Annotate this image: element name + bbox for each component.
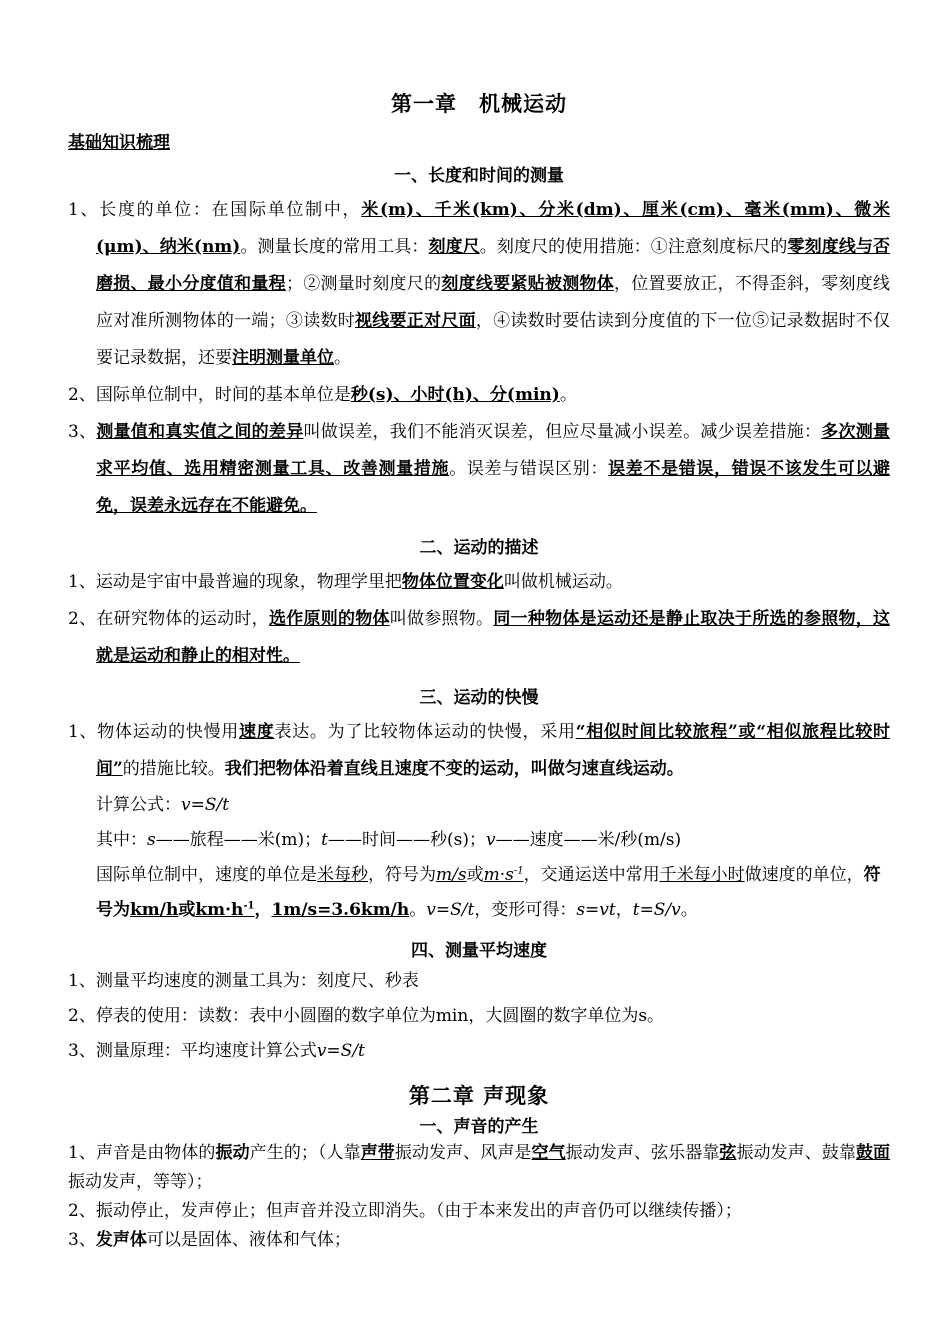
- s2-paragraph-2: [68, 601, 890, 675]
- s4-paragraph-2: 2、停表的使用：读数：表中小圆圈的数字单位为min，大圆圈的数字单位为s。: [68, 1006, 665, 1026]
- emphasis: 弦: [719, 1143, 737, 1163]
- text: 。刻度尺的使用措施：①注意刻度标尺的: [479, 237, 788, 257]
- text: 。测量长度的常用工具：: [240, 237, 429, 257]
- text: 做速度的单位，: [744, 865, 864, 885]
- text: ，④读数时要估读到分度值的下一位⑤记录数据时不仅要记录数据，还要: [96, 311, 891, 368]
- text: 。误差与错误区别：: [449, 459, 609, 479]
- speed-formula: [68, 788, 890, 823]
- text: ——时间——秒(s)；: [327, 830, 486, 850]
- var-t: t: [321, 830, 328, 850]
- emphasis: 多次测量求平均值、选用精密测量工具、改善测量措施: [96, 422, 891, 479]
- superscript: -1: [513, 865, 524, 877]
- s3-paragraph-1: [68, 714, 890, 788]
- text: 2、在研究物体的运动时，: [68, 609, 269, 629]
- s1-paragraph-1: [68, 192, 890, 377]
- ch2-paragraph-3: [68, 1226, 890, 1255]
- emphasis: 刻度尺: [428, 237, 480, 257]
- text: 3、: [68, 422, 97, 442]
- text: 1、物体运动的快慢用: [68, 722, 240, 742]
- overview-heading: 基础知识梳理: [68, 133, 170, 153]
- text: 1、声音是由物体的: [68, 1143, 216, 1163]
- text: 1、长度的单位：在国际单位制中，: [68, 200, 362, 220]
- formula: v=S/t: [181, 795, 230, 815]
- underlined: 米每秒: [317, 865, 368, 885]
- bold-text: 或: [178, 900, 196, 920]
- bold-text: 发声体: [95, 1230, 147, 1250]
- text: ；②测量时刻度尺的: [285, 274, 442, 294]
- ch2-paragraph-1: [68, 1139, 890, 1197]
- emphasis: 视线要正对尺面: [355, 311, 476, 331]
- section-4-title: 四、测量平均速度: [411, 941, 547, 961]
- emphasis: 测量值和真实值之间的差异: [96, 422, 304, 442]
- emphasis: 刻度线要紧贴被测物体: [441, 274, 615, 294]
- emphasis: 秒(s)、小时(h)、分(min): [350, 385, 560, 405]
- superscript: -1: [243, 900, 255, 912]
- formula-variables: [68, 823, 890, 858]
- bold-text: ，: [254, 900, 272, 920]
- emphasis: 1m/s=3.6km/h: [271, 900, 410, 920]
- underlined: 千米每小时: [659, 865, 745, 885]
- emphasis: “相似时间比较旅程”或“相似旅程比较时间”: [96, 722, 891, 779]
- text: 振动发声、鼓靠: [736, 1143, 856, 1163]
- text: ，交通运送中常用: [523, 865, 660, 885]
- text: 。: [409, 900, 427, 920]
- section-2-title: 二、运动的描述: [419, 538, 539, 558]
- text: 叫做机械运动。: [503, 572, 623, 592]
- bold-text: 我们把物体沿着直线且速度不变的运动，叫做匀速直线运动。: [224, 759, 684, 779]
- text: 振动发声、风声是: [394, 1143, 532, 1163]
- text: 其中：: [96, 830, 147, 850]
- text: 叫做参照物。: [389, 609, 494, 629]
- text: 或: [466, 865, 484, 885]
- emphasis: 速度: [239, 722, 275, 742]
- emphasis: 注明测量单位: [232, 348, 334, 368]
- text: ，: [615, 900, 633, 920]
- chapter-2-title: 第二章 声现象: [408, 1083, 550, 1108]
- formula: t=S/v: [632, 900, 681, 920]
- emphasis: 空气: [531, 1143, 566, 1163]
- emphasis: 鼓面: [855, 1143, 891, 1163]
- text: 。: [559, 385, 577, 405]
- emphasis: 物体位置变化: [401, 572, 504, 592]
- text: ，变形可得：: [474, 900, 577, 920]
- text: 3、: [68, 1230, 96, 1250]
- text: 。: [680, 900, 698, 920]
- text: 表达。为了比较物体运动的快慢，采用: [274, 722, 576, 742]
- text: 1、运动是宇宙中最普遍的现象，物理学里把: [68, 572, 402, 592]
- emphasis: 米(m)、千米(km)、分米(dm)、厘米(cm)、毫米(mm)、微米(μm)、纳米(nm): [96, 200, 890, 257]
- text: 2、国际单位制中，时间的基本单位是: [68, 385, 351, 405]
- formula: s=vt: [576, 900, 616, 920]
- var-v: v: [485, 830, 496, 850]
- emphasis: 同一种物体是运动还是静止取决于所选的参照物，这就是运动和静止的相对性。: [96, 609, 891, 666]
- section-1-title: 一、长度和时间的测量: [394, 166, 564, 186]
- s4-paragraph-3: [68, 1037, 890, 1066]
- text: 振动发声、弦乐器靠: [565, 1143, 720, 1163]
- text: 振动发声，等等）；: [68, 1172, 213, 1192]
- text: ——速度——米/秒(m/s): [495, 830, 682, 850]
- s1-paragraph-3: [68, 414, 890, 525]
- formula: v=S/t: [426, 900, 475, 920]
- emphasis: 零刻度线与否磨损、最小分度值和量程: [96, 237, 891, 294]
- s4-paragraph-1: 1、测量平均速度的测量工具为：刻度尺、秒表: [68, 971, 419, 991]
- chapter-2-section-1-title: 一、声音的产生: [419, 1117, 539, 1137]
- s1-paragraph-2: [68, 377, 890, 414]
- text: 可以是固体、液体和气体；: [146, 1230, 351, 1250]
- bold-text: 振动: [215, 1143, 250, 1163]
- text: ，位置要放正，不得歪斜，零刻度线应对准所测物体的一端；③读数时: [96, 274, 891, 331]
- text: 叫做误差，我们不能消灭误差，但应尽量减小误差。减少误差措施：: [303, 422, 822, 442]
- text: 的措施比较。: [122, 759, 225, 779]
- chapter-1-title: 第一章 机械运动: [391, 91, 567, 116]
- text: 3、测量原理：平均速度计算公式: [68, 1041, 317, 1061]
- text: ——旅程——米(m)；: [155, 830, 322, 850]
- emphasis: 选作原则的物体: [268, 609, 390, 629]
- formula: v=S/t: [316, 1041, 365, 1061]
- bold-text: 符号为: [96, 865, 881, 920]
- text: 。: [334, 348, 351, 368]
- text: m·s: [483, 865, 514, 885]
- text: 国际单位制中，速度的单位是: [96, 865, 317, 885]
- text: 计算公式：: [96, 795, 181, 815]
- text: km·h: [195, 900, 244, 920]
- emphasis: km/h: [130, 900, 179, 920]
- text: 产生的；（人靠: [249, 1143, 361, 1163]
- s2-paragraph-1: [68, 564, 890, 601]
- emphasis: 声带: [360, 1143, 395, 1163]
- underlined: [484, 865, 524, 885]
- underlined: m/s: [436, 865, 467, 885]
- emphasis: [195, 900, 254, 920]
- speed-units: [68, 858, 890, 928]
- ch2-paragraph-2: 2、振动停止，发声停止；但声音并没立即消失。（由于本来发出的声音仍可以继续传播）；: [68, 1201, 742, 1221]
- var-s: s: [147, 830, 156, 850]
- section-3-title: 三、运动的快慢: [419, 688, 539, 708]
- text: ，符号为: [368, 865, 436, 885]
- emphasis: 误差不是错误，错误不该发生可以避免，误差永远存在不能避免。: [96, 459, 891, 516]
